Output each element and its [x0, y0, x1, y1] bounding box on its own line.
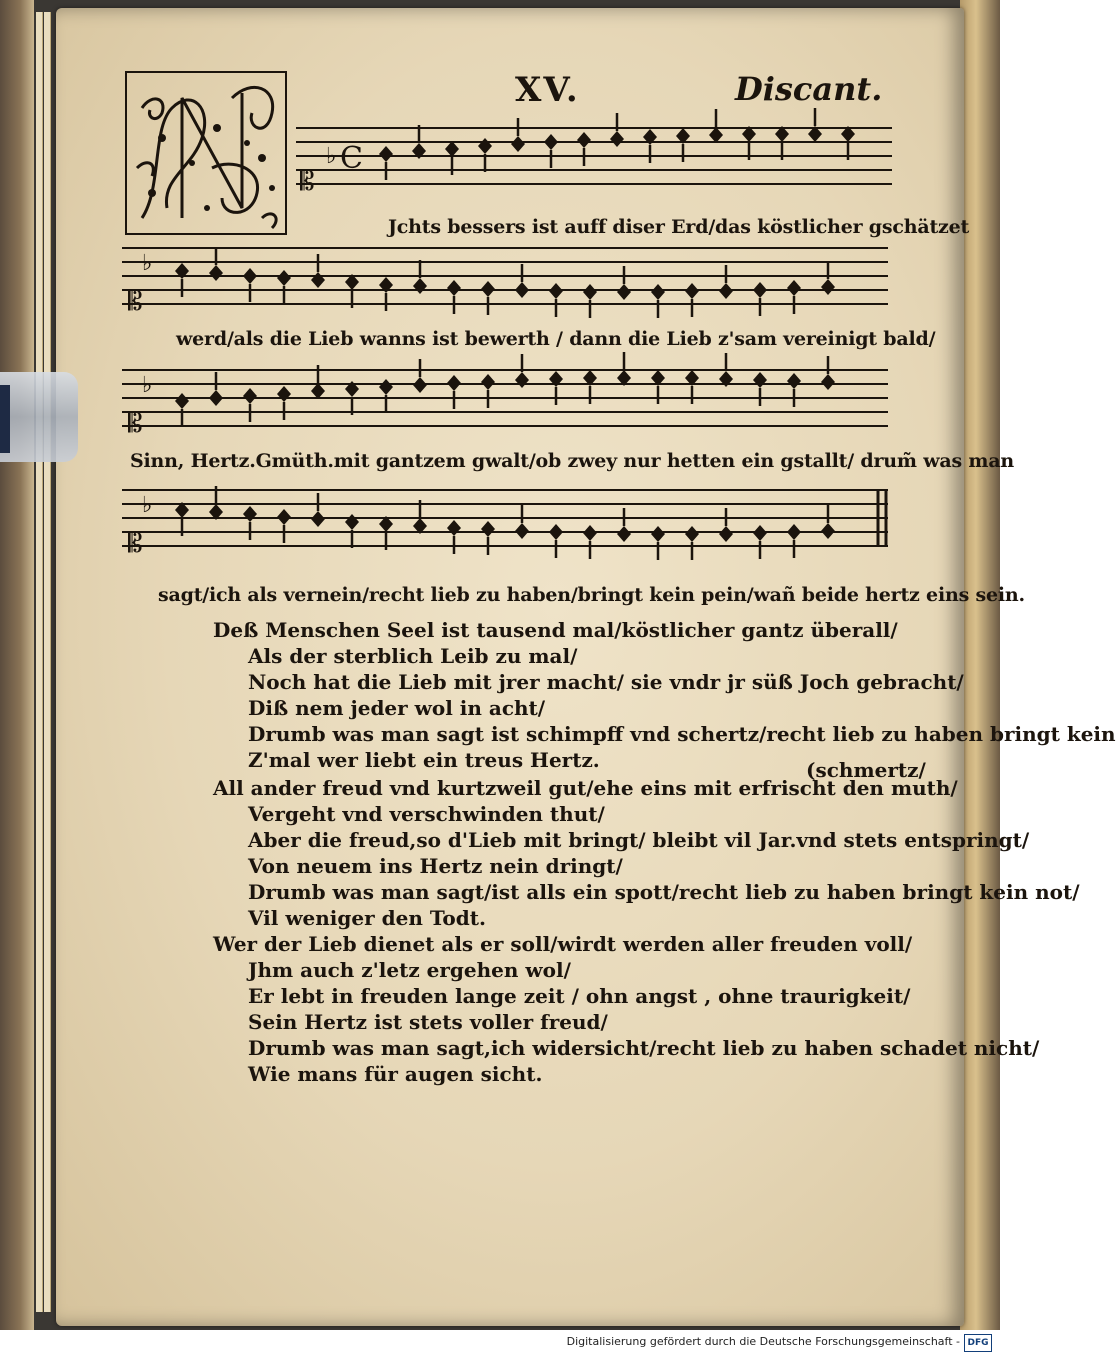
note-head — [379, 146, 393, 162]
note-head — [447, 520, 461, 536]
note-head — [311, 511, 325, 527]
verse-1-line-2: Als der sterblich Leib zu mal/ — [248, 644, 578, 668]
note-head — [821, 279, 835, 295]
note-head — [515, 282, 529, 298]
verse-1-line-4: Diß nem jeder wol in acht/ — [248, 696, 546, 720]
note-head — [583, 284, 597, 300]
verse-3-line-3: Er lebt in freuden lange zeit / ohn angst , ohne traurigkeit/ — [248, 984, 911, 1008]
note-head — [379, 379, 393, 395]
verse-2-line-5: Drumb was man sagt/ist alls ein spott/recht lieb zu haben bringt kein not/ — [248, 880, 1080, 904]
note-head — [447, 280, 461, 296]
music-staff-1 — [296, 118, 896, 198]
plastic-page-clip — [0, 372, 78, 462]
note-head — [511, 136, 525, 152]
note-head — [821, 374, 835, 390]
note-head — [544, 134, 558, 150]
note-head — [549, 524, 563, 540]
note-head — [719, 283, 733, 299]
music-staff-3 — [122, 362, 892, 442]
note-head — [753, 525, 767, 541]
note-head — [413, 377, 427, 393]
verse-1-line-1: Deß Menschen Seel ist tausend mal/köstlicher gantz überall/ — [213, 618, 898, 642]
funding-credit: Digitalisierung gefördert durch die Deutsche Forschungsgemeinschaft - — [566, 1335, 960, 1348]
page-stack — [36, 12, 43, 1312]
note-head — [277, 509, 291, 525]
note-head — [445, 141, 459, 157]
verse-3-line-6: Wie mans für augen sicht. — [248, 1062, 543, 1086]
note-head — [515, 372, 529, 388]
clip-shadow — [0, 385, 10, 453]
note-head — [277, 386, 291, 402]
note-group — [175, 247, 835, 318]
verse-1-line-5: Drumb was man sagt ist schimpff vnd schertz/recht lieb zu haben bringt kein — [248, 722, 1116, 746]
note-head — [481, 281, 495, 297]
verse-2-line-6: Vil weniger den Todt. — [248, 906, 486, 930]
note-head — [651, 284, 665, 300]
note-head — [311, 272, 325, 288]
note-group — [175, 486, 835, 560]
lyric-line-1: Jchts bessers ist auff diser Erd/das köstlicher gschätzet — [388, 216, 970, 238]
verse-2-line-4: Von neuem ins Hertz nein dringt/ — [248, 854, 623, 878]
note-head — [685, 283, 699, 299]
verse-2-line-1: All ander freud vnd kurtzweil gut/ehe eins mit erfrischt den muth/ — [213, 776, 958, 800]
music-staff-4 — [122, 482, 892, 562]
note-head — [821, 523, 835, 539]
note-head — [753, 282, 767, 298]
book-binding-edge — [0, 0, 34, 1330]
note-head — [610, 131, 624, 147]
note-head — [175, 393, 189, 409]
note-head — [243, 506, 257, 522]
note-head — [787, 373, 801, 389]
flat-icon: ♭ — [326, 144, 337, 169]
note-head — [549, 283, 563, 299]
music-staff-2 — [122, 240, 892, 320]
note-head — [753, 372, 767, 388]
c-clef-icon: 𝄡 — [128, 287, 143, 317]
note-head — [345, 514, 359, 530]
note-head — [209, 265, 223, 281]
lyric-line-2: werd/als die Lieb wanns ist bewerth / dann die Lieb z'sam vereinigt bald/ — [176, 328, 936, 350]
note-head — [651, 526, 665, 542]
note-head — [787, 524, 801, 540]
ornamental-initial-n-icon — [122, 68, 290, 238]
flat-icon: ♭ — [142, 373, 153, 398]
page-number: XV. — [515, 70, 580, 110]
c-clef-icon: 𝄡 — [300, 167, 315, 197]
flat-icon: ♭ — [142, 251, 153, 276]
note-head — [583, 525, 597, 541]
note-head — [617, 526, 631, 542]
note-head — [709, 127, 723, 143]
facing-page-edge — [960, 0, 1000, 1330]
note-head — [243, 268, 257, 284]
note-head — [311, 383, 325, 399]
note-group — [175, 352, 835, 427]
c-clef-icon: 𝄡 — [128, 529, 143, 559]
verse-2-line-3: Aber die freud,so d'Lieb mit bringt/ bleibt vil Jar.vnd stets entspringt/ — [248, 828, 1030, 852]
note-head — [515, 523, 529, 539]
verse-2-line-2: Vergeht vnd verschwinden thut/ — [248, 802, 605, 826]
verse-3-line-5: Drumb was man sagt,ich widersicht/recht lieb zu haben schadet nicht/ — [248, 1036, 1040, 1060]
verse-1-line-7: (schmertz/ — [806, 758, 926, 782]
note-head — [478, 138, 492, 154]
verse-3-line-4: Sein Hertz ist stets voller freud/ — [248, 1010, 608, 1034]
note-head — [787, 280, 801, 296]
note-head — [577, 132, 591, 148]
note-head — [685, 526, 699, 542]
note-head — [719, 526, 733, 542]
verse-3-line-1: Wer der Lieb dienet als er soll/wirdt werden aller freuden voll/ — [213, 932, 913, 956]
lyric-line-4: sagt/ich als vernein/recht lieb zu haben/bringt kein pein/wañ beide hertz eins sein. — [158, 584, 1025, 606]
verse-1-line-6: Z'mal wer liebt ein treus Hertz. — [248, 748, 600, 772]
note-head — [481, 521, 495, 537]
note-head — [617, 284, 631, 300]
lyric-line-3: Sinn, Hertz.Gmüth.mit gantzem gwalt/ob zwey nur hetten ein gstallt/ drum̃ was man — [130, 450, 1015, 472]
time-signature-c-icon: C — [340, 141, 363, 176]
dfg-logo-icon: DFG — [964, 1334, 992, 1352]
note-head — [447, 375, 461, 391]
note-head — [413, 278, 427, 294]
c-clef-icon: 𝄡 — [128, 409, 143, 439]
note-head — [481, 374, 495, 390]
note-head — [209, 390, 223, 406]
voice-part-label: Discant. — [735, 70, 883, 108]
verse-3-line-2: Jhm auch z'letz ergehen wol/ — [248, 958, 571, 982]
note-head — [277, 270, 291, 286]
page-stack — [44, 12, 51, 1312]
note-head — [243, 388, 257, 404]
flat-icon: ♭ — [142, 493, 153, 518]
verse-1-line-3: Noch hat die Lieb mit jrer macht/ sie vndr jr süß Joch gebracht/ — [248, 670, 964, 694]
